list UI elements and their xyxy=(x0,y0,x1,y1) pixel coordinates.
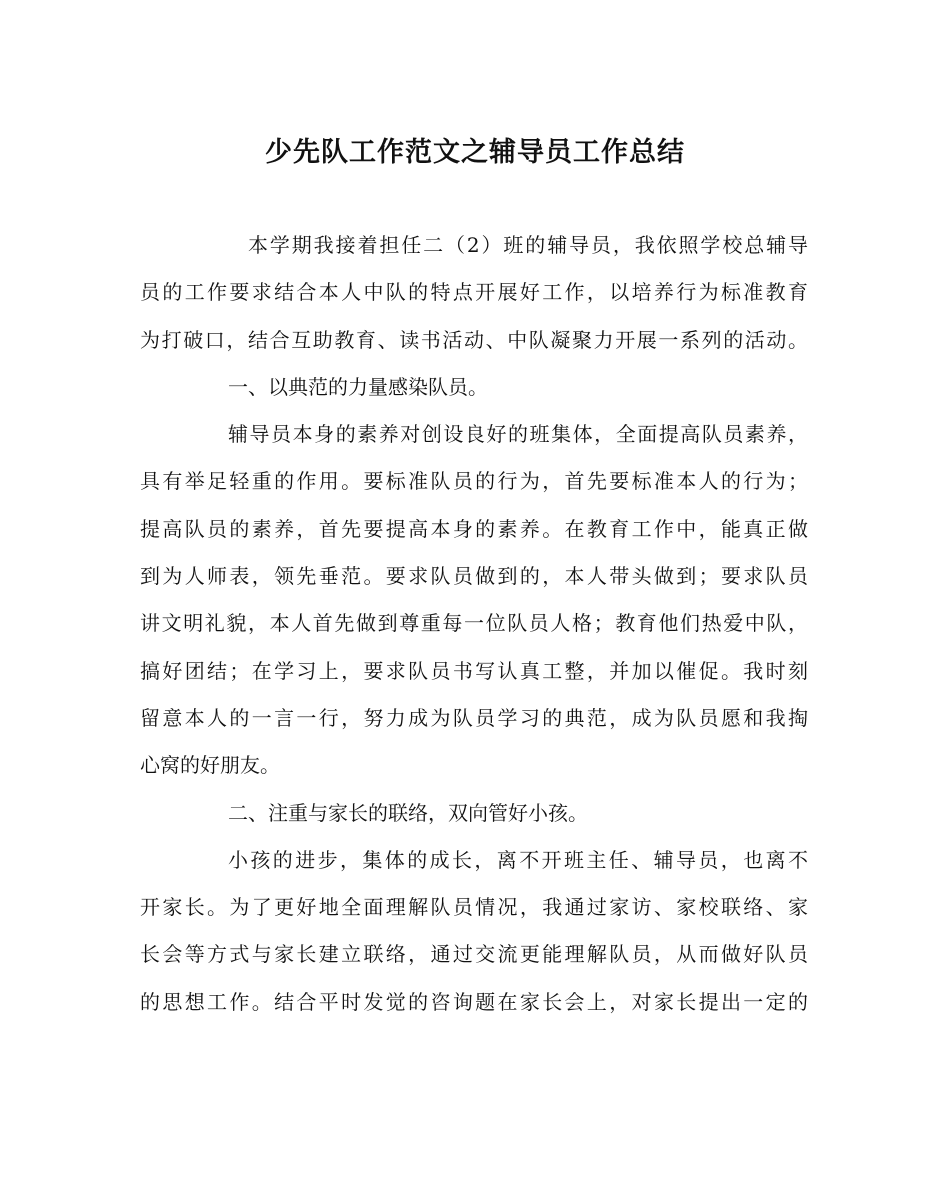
document-title: 少先队工作范文之辅导员工作总结 xyxy=(265,137,685,168)
paragraph-line: 留意本人的一言一行，努力成为队员学习的典范，成为队员愿和我掏 xyxy=(140,705,808,730)
paragraph-line: 长会等方式与家长建立联络，通过交流更能理解队员，从而做好队员 xyxy=(140,942,808,967)
paragraph-line: 搞好团结；在学习上，要求队员书写认真工整，并加以催促。我时刻 xyxy=(140,658,808,683)
paragraph-line: 为打破口，结合互助教育、读书活动、中队凝聚力开展一系列的活动。 xyxy=(140,327,808,352)
paragraph-line: 辅导员本身的素养对创设良好的班集体，全面提高队员素养， xyxy=(228,422,808,447)
paragraph-line: 具有举足轻重的作用。要标准队员的行为，首先要标准本人的行为； xyxy=(140,469,808,494)
paragraph-line: 提高队员的素养，首先要提高本身的素养。在教育工作中，能真正做 xyxy=(140,516,808,541)
paragraph-line: 讲文明礼貌，本人首先做到尊重每一位队员人格；教育他们热爱中队， xyxy=(140,611,808,636)
document-body xyxy=(140,222,808,1026)
section-heading: 二、注重与家长的联络，双向管好小孩。 xyxy=(228,800,588,825)
paragraph-line: 心窝的好朋友。 xyxy=(140,753,280,778)
paragraph-line: 的思想工作。结合平时发觉的咨询题在家长会上，对家长提出一定的 xyxy=(140,989,808,1014)
paragraph-line: 本学期我接着担任二（2）班的辅导员，我依照学校总辅导 xyxy=(248,233,808,257)
paragraph-line: 到为人师表，领先垂范。要求队员做到的，本人带头做到；要求队员 xyxy=(140,564,808,589)
paragraph-line: 小孩的进步，集体的成长，离不开班主任、辅导员，也离不 xyxy=(228,847,808,872)
paragraph-line: 员的工作要求结合本人中队的特点开展好工作，以培养行为标准教育 xyxy=(140,280,808,305)
section-heading: 一、以典范的力量感染队员。 xyxy=(228,374,488,399)
paragraph-line: 开家长。为了更好地全面理解队员情况，我通过家访、家校联络、家 xyxy=(140,895,808,920)
